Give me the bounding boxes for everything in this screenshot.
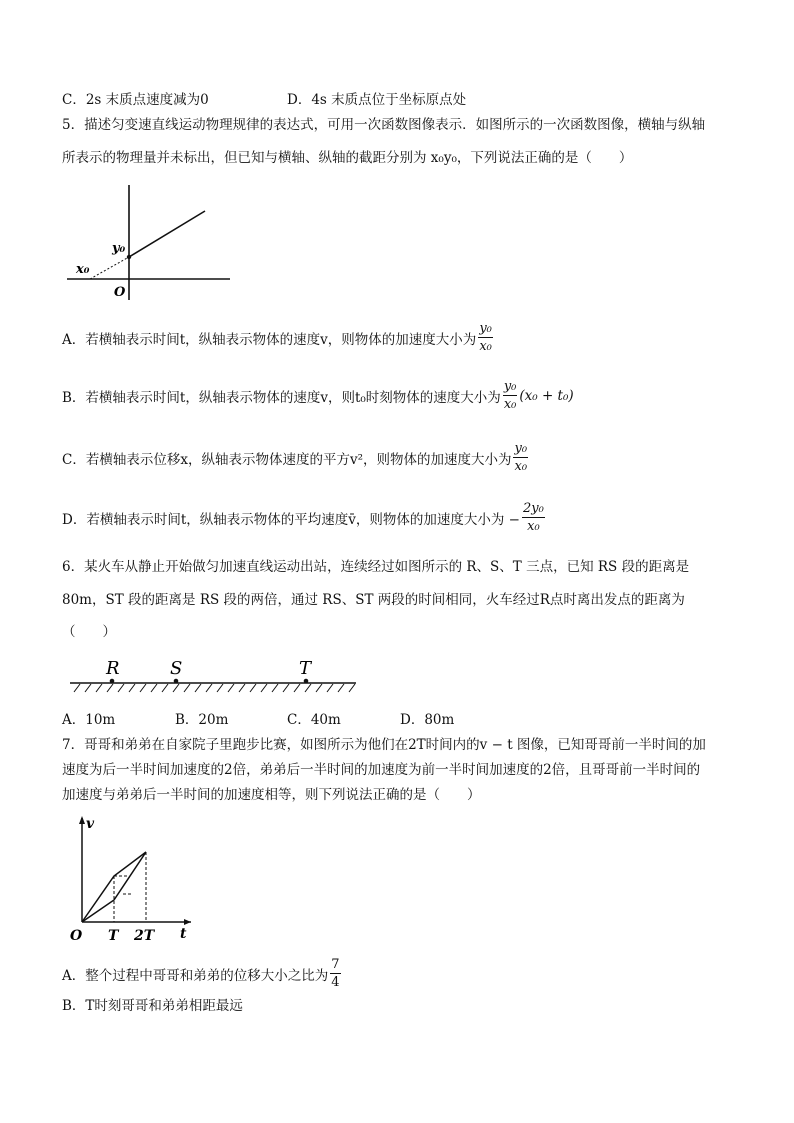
q5-option-a	[62, 320, 495, 356]
q7-t-axis-arrow	[184, 919, 191, 925]
q7-tick-t-label: T	[108, 928, 119, 944]
q5-option-c-fraction	[513, 442, 528, 474]
q7-stem-line3: 加速度与弟弟后一半时间的加速度相等，则下列说法正确的是（ ）	[62, 787, 481, 803]
q5-option-c-text: C．若横轴表示位移x，纵轴表示物体速度的平方v²，则物体的加速度大小为	[62, 452, 512, 468]
q4-option-d: D．4s 末质点位于坐标原点处	[287, 92, 467, 108]
q6-point-s-dot	[174, 679, 179, 684]
q4-option-c: C．2s 末质点速度减为0	[62, 92, 209, 108]
q6-track-figure	[66, 652, 360, 696]
q7-option-b: B．T时刻哥哥和弟弟相距最远	[62, 998, 243, 1014]
q5-stem-line2: 所表示的物理量并未标出，但已知与横轴、纵轴的截距分别为 x₀y₀，下列说法正确的是（ ）	[62, 150, 633, 166]
q5-d-num: 2y₀	[522, 501, 544, 516]
q5-extension-dashed	[90, 257, 129, 279]
q5-b-num: y₀	[503, 379, 517, 394]
q7-option-a	[62, 954, 343, 994]
q5-option-c	[62, 440, 530, 476]
q5-option-d-fraction	[522, 502, 545, 534]
q7-v-axis-arrow	[79, 816, 85, 824]
q5-option-a-fraction	[478, 322, 493, 354]
q5-a-num: y₀	[479, 321, 492, 336]
q7-option-a-fraction	[330, 958, 340, 990]
q5-b-tail: (x₀ + t₀)	[519, 388, 574, 404]
q6-point-s-label: S	[170, 658, 183, 679]
q5-a-den: x₀	[479, 339, 492, 354]
q5-c-num: y₀	[514, 441, 528, 456]
q6-option-b: B．20m	[175, 712, 229, 728]
q6-stem-line3: （ ）	[62, 624, 116, 640]
q7-t-label: t	[180, 926, 187, 942]
q7-option-a-text: A．整个过程中哥哥和弟弟的位移大小之比为	[62, 968, 329, 984]
q7-stem-line1: 7．哥哥和弟弟在自家院子里跑步比赛，如图所示为他们在2T时间内的v − t 图像，已知哥哥前一半时间的加	[62, 737, 706, 753]
q5-origin-label: O	[114, 285, 126, 300]
q7-vt-graph	[66, 812, 196, 944]
q6-stem-line1: 6．某火车从静止开始做匀加速直线运动出站，连续经过如图所示的 R、S、T 三点，已知 RS 段的距离是	[62, 559, 690, 575]
q5-option-b	[62, 378, 574, 414]
q7-a-num: 7	[331, 957, 340, 972]
q5-stem-line1: 5．描述匀变速直线运动物理规律的表达式，可用一次函数图像表示．如图所示的一次函数图像，横轴与纵轴	[62, 117, 706, 133]
q5-option-d	[62, 500, 547, 536]
q7-origin-label: O	[70, 928, 83, 944]
q5-linear-graph	[62, 180, 237, 305]
q5-y-intercept-dot	[127, 255, 131, 259]
q6-stem-line2: 80m，ST 段的距离是 RS 段的两倍，通过 RS、ST 两段的时间相同，火车经过R点时离出发点的距离为	[62, 592, 685, 608]
q5-y0-label: y₀	[112, 241, 126, 256]
q7-a-den: 4	[331, 975, 340, 990]
q7-tick-2t-label: 2T	[134, 928, 155, 944]
q5-x0-label: x₀	[76, 262, 90, 277]
q6-point-r-dot	[110, 679, 115, 684]
q5-option-a-text: A．若横轴表示时间t，纵轴表示物体的速度v，则物体的加速度大小为	[62, 332, 477, 348]
q6-point-t-dot	[304, 679, 309, 684]
q6-option-c: C．40m	[287, 712, 341, 728]
q5-option-b-fraction	[503, 380, 518, 412]
q5-b-den: x₀	[503, 397, 517, 412]
q6-ground-hatch	[74, 684, 355, 692]
q6-point-t-label: T	[299, 658, 312, 679]
q6-option-a: A．10m	[62, 712, 116, 728]
q7-stem-line2: 速度为后一半时间加速度的2倍，弟弟后一半时间的加速度为前一半时间加速度的2倍，且哥哥前一半时间的	[62, 762, 701, 778]
q6-option-d: D．80m	[400, 712, 455, 728]
q5-c-den: x₀	[514, 459, 528, 474]
q5-option-d-text: D．若横轴表示时间t，纵轴表示物体的平均速度v̄，则物体的加速度大小为 −	[62, 512, 520, 528]
q5-d-den: x₀	[527, 519, 540, 534]
q5-option-b-text: B．若横轴表示时间t，纵轴表示物体的速度v，则t₀时刻物体的速度大小为	[62, 390, 501, 406]
q6-point-r-label: R	[106, 658, 120, 679]
q7-v-label: v	[86, 816, 95, 832]
q5-function-line	[129, 211, 205, 257]
